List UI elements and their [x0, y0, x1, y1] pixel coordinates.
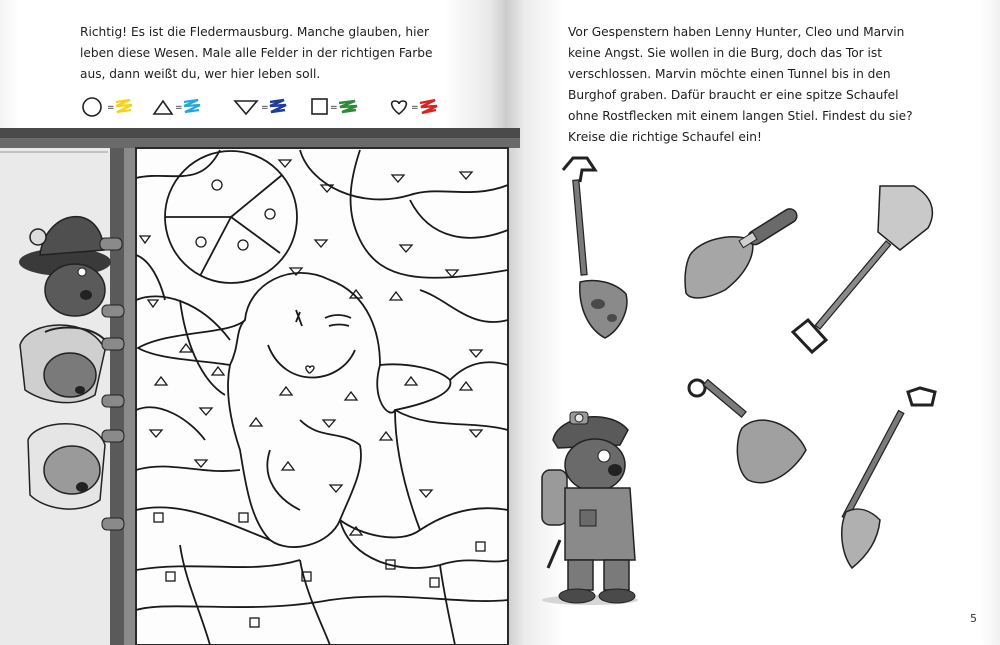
svg-text:=: = — [175, 103, 183, 113]
svg-text:=: = — [261, 103, 269, 113]
right-instruction-text: Vor Gespenstern haben Lenny Hunter, Cleo und Marvin keine Angst. Sie wollen in die Burg, doch das Tor ist verschlossen. Marvin möchte einen Tunnel bis in den Burghof graben. Dafür braucht er eine spitze Schaufel ohne Rostflecken mit einem langen Stiel. Findest du sie? Kreise die richtige Schaufel ein! — [568, 25, 913, 144]
svg-text:=: = — [107, 103, 115, 113]
shovel-4 — [689, 380, 806, 483]
shovel-1 — [563, 158, 627, 338]
shovel-2 — [685, 206, 799, 298]
left-instruction-text: Richtig! Es ist die Fledermausburg. Manche glauben, hier leben diese Wesen. Male alle Felder in der richtigen Farbe aus, dann weißt du, wer hier leben soll. — [80, 25, 433, 81]
svg-text:=: = — [411, 103, 419, 113]
shovel-3 — [793, 186, 932, 352]
shovel-5 — [842, 388, 935, 568]
right-page-number: 5 — [970, 612, 977, 625]
svg-text:=: = — [330, 103, 338, 113]
character-marvin-standing — [542, 412, 638, 605]
